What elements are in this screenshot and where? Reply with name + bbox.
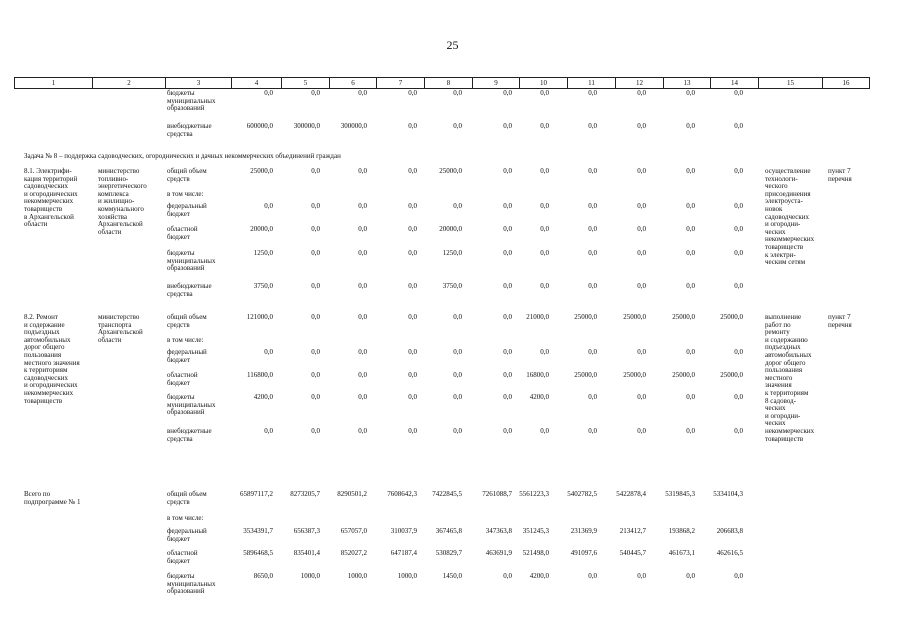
- value-cell: 65897117,2: [240, 490, 273, 498]
- value-cell: 0,0: [588, 249, 597, 257]
- value-cell: 491097,6: [570, 549, 597, 557]
- value-cell: 0,0: [408, 249, 417, 257]
- value-cell: 0,0: [637, 89, 646, 97]
- value-cell: 0,0: [358, 371, 367, 379]
- row-label: федеральный бюджет: [167, 527, 207, 543]
- item-name: 8.2. Ремонт и содержание подъездных автомобильных дорог общего пользования местного значения к территориям садоводческих и огороднических некоммерческих товариществ: [24, 313, 80, 405]
- value-cell: 0,0: [734, 282, 743, 290]
- value-cell: 8273205,7: [290, 490, 320, 498]
- value-cell: 3750,0: [253, 282, 273, 290]
- value-cell: 530829,7: [435, 549, 462, 557]
- col-header-13: 13: [663, 78, 710, 88]
- value-cell: 0,0: [540, 167, 549, 175]
- value-cell: 0,0: [588, 122, 597, 130]
- item-responsible: министерство топливно- энергетического комплекса и жилищно- коммунального хозяйства Архангельской области: [98, 167, 147, 236]
- value-cell: 0,0: [311, 348, 320, 356]
- item-responsible: министерство транспорта Архангельской области: [98, 313, 143, 344]
- item-reference: пункт 7 перечня: [828, 167, 852, 183]
- value-cell: 600000,0: [246, 122, 273, 130]
- value-cell: 521498,0: [522, 549, 549, 557]
- row-label: в том числе:: [167, 190, 204, 198]
- col-header-5: 5: [281, 78, 329, 88]
- value-cell: 0,0: [734, 167, 743, 175]
- value-cell: 5422878,4: [616, 490, 646, 498]
- value-cell: 0,0: [503, 348, 512, 356]
- value-cell: 25000,0: [574, 313, 597, 321]
- value-cell: 0,0: [686, 393, 695, 401]
- row-label: в том числе:: [167, 336, 204, 344]
- value-cell: 0,0: [453, 202, 462, 210]
- value-cell: 835401,4: [293, 549, 320, 557]
- col-header-16: 16: [822, 78, 869, 88]
- value-cell: 5319845,3: [665, 490, 695, 498]
- value-cell: 25000,0: [623, 313, 646, 321]
- value-cell: 213412,7: [619, 527, 646, 535]
- col-header-7: 7: [376, 78, 424, 88]
- value-cell: 656387,3: [293, 527, 320, 535]
- value-cell: 0,0: [453, 393, 462, 401]
- col-header-6: 6: [329, 78, 376, 88]
- item-result: осуществление технологи- ческого присоединения электроуста- новок садоводческих и огородни- ческих некоммерческих товариществ к электри- ческим сетям: [765, 167, 815, 267]
- col-header-3: 3: [165, 78, 231, 88]
- value-cell: 0,0: [686, 249, 695, 257]
- value-cell: 0,0: [637, 167, 646, 175]
- value-cell: 20000,0: [439, 225, 462, 233]
- value-cell: 0,0: [264, 202, 273, 210]
- value-cell: 540445,7: [619, 549, 646, 557]
- value-cell: 0,0: [311, 393, 320, 401]
- value-cell: 0,0: [734, 89, 743, 97]
- value-cell: 8290501,2: [337, 490, 367, 498]
- value-cell: 25000,0: [574, 371, 597, 379]
- column-number-header: [14, 77, 870, 89]
- value-cell: 5334104,3: [713, 490, 743, 498]
- value-cell: 3750,0: [442, 282, 462, 290]
- value-cell: 5402782,5: [567, 490, 597, 498]
- value-cell: 25000,0: [250, 167, 273, 175]
- value-cell: 852027,2: [340, 549, 367, 557]
- value-cell: 0,0: [408, 202, 417, 210]
- value-cell: 0,0: [311, 225, 320, 233]
- value-cell: 0,0: [686, 122, 695, 130]
- value-cell: 0,0: [588, 572, 597, 580]
- value-cell: 0,0: [264, 427, 273, 435]
- col-header-1: 1: [51, 79, 56, 87]
- value-cell: 0,0: [686, 348, 695, 356]
- value-cell: 0,0: [686, 167, 695, 175]
- value-cell: 0,0: [588, 393, 597, 401]
- value-cell: 0,0: [503, 122, 512, 130]
- value-cell: 3534391,7: [243, 527, 273, 535]
- value-cell: 0,0: [503, 89, 512, 97]
- value-cell: 16800,0: [526, 371, 549, 379]
- value-cell: 1250,0: [442, 249, 462, 257]
- value-cell: 0,0: [540, 122, 549, 130]
- value-cell: 0,0: [686, 225, 695, 233]
- col-header-12: 12: [615, 78, 663, 88]
- value-cell: 231369,9: [570, 527, 597, 535]
- value-cell: 0,0: [540, 282, 549, 290]
- value-cell: 0,0: [358, 89, 367, 97]
- value-cell: 4200,0: [253, 393, 273, 401]
- row-label: областной бюджет: [167, 549, 198, 565]
- value-cell: 0,0: [686, 572, 695, 580]
- value-cell: 0,0: [408, 427, 417, 435]
- item-reference: пункт 7 перечня: [828, 313, 852, 329]
- value-cell: 0,0: [264, 348, 273, 356]
- value-cell: 0,0: [540, 348, 549, 356]
- value-cell: 0,0: [408, 348, 417, 356]
- value-cell: 0,0: [503, 371, 512, 379]
- value-cell: 310037,9: [390, 527, 417, 535]
- row-label: внебюджетные средства: [167, 282, 212, 298]
- value-cell: 351245,3: [522, 527, 549, 535]
- value-cell: 0,0: [453, 427, 462, 435]
- value-cell: 300000,0: [340, 122, 367, 130]
- value-cell: 0,0: [686, 282, 695, 290]
- value-cell: 0,0: [734, 572, 743, 580]
- value-cell: 0,0: [637, 122, 646, 130]
- value-cell: 0,0: [311, 282, 320, 290]
- value-cell: 25000,0: [439, 167, 462, 175]
- value-cell: 0,0: [588, 427, 597, 435]
- value-cell: 193868,2: [668, 527, 695, 535]
- page-number: 25: [446, 38, 459, 52]
- value-cell: 25000,0: [720, 313, 743, 321]
- row-label: внебюджетные средства: [167, 427, 212, 443]
- value-cell: 0,0: [588, 348, 597, 356]
- item-name: 8.1. Электрифи- кация территорий садоводческих и огороднических некоммерческих товариществ в Архангельской области: [24, 167, 78, 229]
- value-cell: 206683,8: [716, 527, 743, 535]
- value-cell: 0,0: [588, 282, 597, 290]
- value-cell: 0,0: [734, 427, 743, 435]
- value-cell: 0,0: [637, 348, 646, 356]
- total-name: Всего по подпрограмме № 1: [24, 490, 81, 506]
- value-cell: 0,0: [588, 167, 597, 175]
- value-cell: 0,0: [540, 202, 549, 210]
- value-cell: 0,0: [264, 89, 273, 97]
- value-cell: 0,0: [503, 393, 512, 401]
- value-cell: 0,0: [358, 202, 367, 210]
- value-cell: 1000,0: [300, 572, 320, 580]
- row-label: бюджеты муниципальных образований: [167, 249, 216, 273]
- value-cell: 121000,0: [246, 313, 273, 321]
- value-cell: 0,0: [503, 427, 512, 435]
- value-cell: 25000,0: [720, 371, 743, 379]
- value-cell: 0,0: [408, 225, 417, 233]
- row-label: бюджеты муниципальных образований: [167, 393, 216, 417]
- value-cell: 0,0: [358, 313, 367, 321]
- value-cell: 0,0: [311, 249, 320, 257]
- row-label: общий объем средств: [167, 313, 207, 329]
- col-header-2: 2: [92, 78, 165, 88]
- value-cell: 7261088,7: [482, 490, 512, 498]
- value-cell: 1250,0: [253, 249, 273, 257]
- value-cell: 0,0: [453, 89, 462, 97]
- value-cell: 0,0: [734, 202, 743, 210]
- value-cell: 5896468,5: [243, 549, 273, 557]
- value-cell: 0,0: [358, 348, 367, 356]
- value-cell: 0,0: [358, 393, 367, 401]
- value-cell: 0,0: [734, 122, 743, 130]
- value-cell: 461673,1: [668, 549, 695, 557]
- value-cell: 0,0: [734, 249, 743, 257]
- task-title: Задача № 8 – поддержка садоводческих, огороднических и дачных некоммерческих объединений граждан: [24, 152, 341, 160]
- row-label: в том числе:: [167, 514, 204, 522]
- value-cell: 0,0: [311, 167, 320, 175]
- value-cell: 0,0: [637, 225, 646, 233]
- value-cell: 0,0: [453, 122, 462, 130]
- value-cell: 0,0: [311, 202, 320, 210]
- value-cell: 0,0: [408, 122, 417, 130]
- value-cell: 0,0: [358, 282, 367, 290]
- row-label: федеральный бюджет: [167, 348, 207, 364]
- value-cell: 0,0: [408, 371, 417, 379]
- value-cell: 0,0: [503, 202, 512, 210]
- row-label: областной бюджет: [167, 225, 198, 241]
- value-cell: 0,0: [453, 348, 462, 356]
- value-cell: 25000,0: [672, 371, 695, 379]
- value-cell: 0,0: [540, 89, 549, 97]
- value-cell: 367465,8: [435, 527, 462, 535]
- col-header-9: 9: [472, 78, 519, 88]
- value-cell: 0,0: [358, 427, 367, 435]
- value-cell: 0,0: [311, 427, 320, 435]
- value-cell: 0,0: [408, 393, 417, 401]
- value-cell: 0,0: [311, 89, 320, 97]
- value-cell: 0,0: [540, 225, 549, 233]
- row-label: федеральный бюджет: [167, 202, 207, 218]
- value-cell: 300000,0: [293, 122, 320, 130]
- value-cell: 657057,0: [340, 527, 367, 535]
- value-cell: 647187,4: [390, 549, 417, 557]
- value-cell: 4200,0: [529, 393, 549, 401]
- value-cell: 0,0: [734, 225, 743, 233]
- value-cell: 116800,0: [247, 371, 273, 379]
- value-cell: 4200,0: [529, 572, 549, 580]
- value-cell: 0,0: [453, 313, 462, 321]
- value-cell: 0,0: [588, 202, 597, 210]
- col-header-14: 14: [710, 78, 758, 88]
- value-cell: 0,0: [540, 249, 549, 257]
- value-cell: 0,0: [503, 313, 512, 321]
- col-header-4: 4: [231, 78, 281, 88]
- value-cell: 25000,0: [672, 313, 695, 321]
- value-cell: 462616,5: [716, 549, 743, 557]
- value-cell: 0,0: [503, 225, 512, 233]
- value-cell: 0,0: [637, 202, 646, 210]
- value-cell: 21000,0: [526, 313, 549, 321]
- col-header-11: 11: [567, 78, 615, 88]
- value-cell: 0,0: [588, 225, 597, 233]
- value-cell: 1000,0: [397, 572, 417, 580]
- row-label: бюджеты муниципальных образований: [167, 572, 216, 596]
- value-cell: 0,0: [540, 427, 549, 435]
- value-cell: 1000,0: [347, 572, 367, 580]
- value-cell: 0,0: [358, 225, 367, 233]
- value-cell: 25000,0: [623, 371, 646, 379]
- value-cell: 0,0: [637, 393, 646, 401]
- value-cell: 0,0: [637, 249, 646, 257]
- value-cell: 0,0: [734, 348, 743, 356]
- value-cell: 0,0: [637, 282, 646, 290]
- value-cell: 0,0: [311, 313, 320, 321]
- value-cell: 8650,0: [253, 572, 273, 580]
- value-cell: 0,0: [358, 167, 367, 175]
- col-header-10: 10: [519, 78, 567, 88]
- value-cell: 0,0: [453, 371, 462, 379]
- value-cell: 0,0: [588, 89, 597, 97]
- col-header-8: 8: [424, 78, 472, 88]
- value-cell: 0,0: [503, 167, 512, 175]
- value-cell: 347363,8: [485, 527, 512, 535]
- value-cell: 0,0: [637, 427, 646, 435]
- col-header-15: 15: [758, 78, 822, 88]
- value-cell: 0,0: [311, 371, 320, 379]
- value-cell: 463691,9: [485, 549, 512, 557]
- row-label: внебюджетные средства: [167, 122, 212, 138]
- row-label: областной бюджет: [167, 371, 198, 387]
- value-cell: 7422845,5: [432, 490, 462, 498]
- value-cell: 0,0: [358, 249, 367, 257]
- value-cell: 0,0: [503, 282, 512, 290]
- value-cell: 0,0: [408, 167, 417, 175]
- value-cell: 0,0: [503, 572, 512, 580]
- value-cell: 1450,0: [442, 572, 462, 580]
- row-label: общий объем средств: [167, 167, 207, 183]
- value-cell: 0,0: [637, 572, 646, 580]
- value-cell: 7608642,3: [387, 490, 417, 498]
- row-label: общий объем средств: [167, 490, 207, 506]
- value-cell: 0,0: [503, 249, 512, 257]
- value-cell: 20000,0: [250, 225, 273, 233]
- value-cell: 0,0: [408, 89, 417, 97]
- value-cell: 0,0: [408, 282, 417, 290]
- row-label: бюджеты муниципальных образований: [167, 89, 216, 113]
- item-result: выполнение работ по ремонту и содержанию подъездных автомобильных дорог общего пользования местного значения к территориям 8 садовод- ческих и огородни- ческих некоммерческих товариществ: [765, 313, 815, 443]
- value-cell: 0,0: [734, 393, 743, 401]
- value-cell: 0,0: [686, 89, 695, 97]
- value-cell: 0,0: [686, 427, 695, 435]
- value-cell: 0,0: [408, 313, 417, 321]
- value-cell: 0,0: [686, 202, 695, 210]
- value-cell: 5561223,3: [519, 490, 549, 498]
